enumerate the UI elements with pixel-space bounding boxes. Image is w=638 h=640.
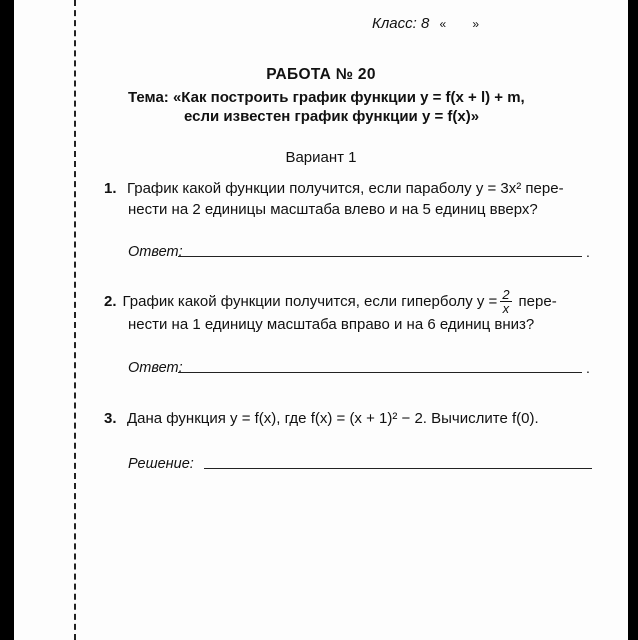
answer-dot-1: . bbox=[586, 244, 590, 260]
question-2 bbox=[104, 288, 557, 315]
work-title: РАБОТА № 20 bbox=[266, 66, 376, 83]
topic-line-2: если известен график функции y = f(x)» bbox=[184, 108, 480, 125]
question-number: 3. bbox=[104, 410, 117, 427]
fraction-2-over-x bbox=[500, 288, 511, 315]
close-quote: » bbox=[472, 17, 480, 31]
question-text-line-1: График какой функции получится, если параболу y = 3x² пере- bbox=[126, 180, 564, 197]
solution-label-3: Решение: bbox=[128, 456, 194, 472]
answer-dot-2: . bbox=[586, 360, 590, 376]
answer-line-2[interactable] bbox=[178, 372, 582, 373]
answer-label-2: Ответ: bbox=[128, 360, 183, 376]
open-quote: « bbox=[439, 17, 447, 31]
answer-line-1[interactable] bbox=[178, 256, 582, 257]
question-number: 1. bbox=[104, 180, 117, 197]
question-1-text-line-2: нести на 2 единицы масштаба влево и на 5 единиц вверх? bbox=[128, 201, 538, 218]
variant-label: Вариант 1 bbox=[285, 149, 357, 166]
question-text-line-1: Дана функция y = f(x), где f(x) = (x + 1)² − 2. Вычислите f(0). bbox=[126, 410, 539, 427]
fraction-denominator: x bbox=[502, 301, 510, 316]
question-text-line-1-end: пере- bbox=[518, 293, 557, 310]
question-2-text-line-2: нести на 1 единицу масштаба вправо и на 6 единиц вниз? bbox=[128, 316, 535, 333]
worksheet-page bbox=[14, 0, 628, 640]
question-text-line-1: График какой функции получится, если гиперболу y = bbox=[122, 293, 498, 310]
topic-line-1: Тема: «Как построить график функции y = f(x + l) + m, bbox=[128, 89, 525, 106]
answer-label-1: Ответ: bbox=[128, 244, 183, 260]
question-3 bbox=[104, 410, 539, 428]
class-label: Класс: 8 bbox=[372, 15, 430, 32]
fraction-numerator: 2 bbox=[502, 287, 510, 302]
question-number: 2. bbox=[104, 293, 117, 310]
question-1 bbox=[104, 180, 564, 198]
solution-line-3[interactable] bbox=[204, 468, 592, 469]
class-header bbox=[372, 15, 479, 32]
cut-line bbox=[74, 0, 76, 640]
